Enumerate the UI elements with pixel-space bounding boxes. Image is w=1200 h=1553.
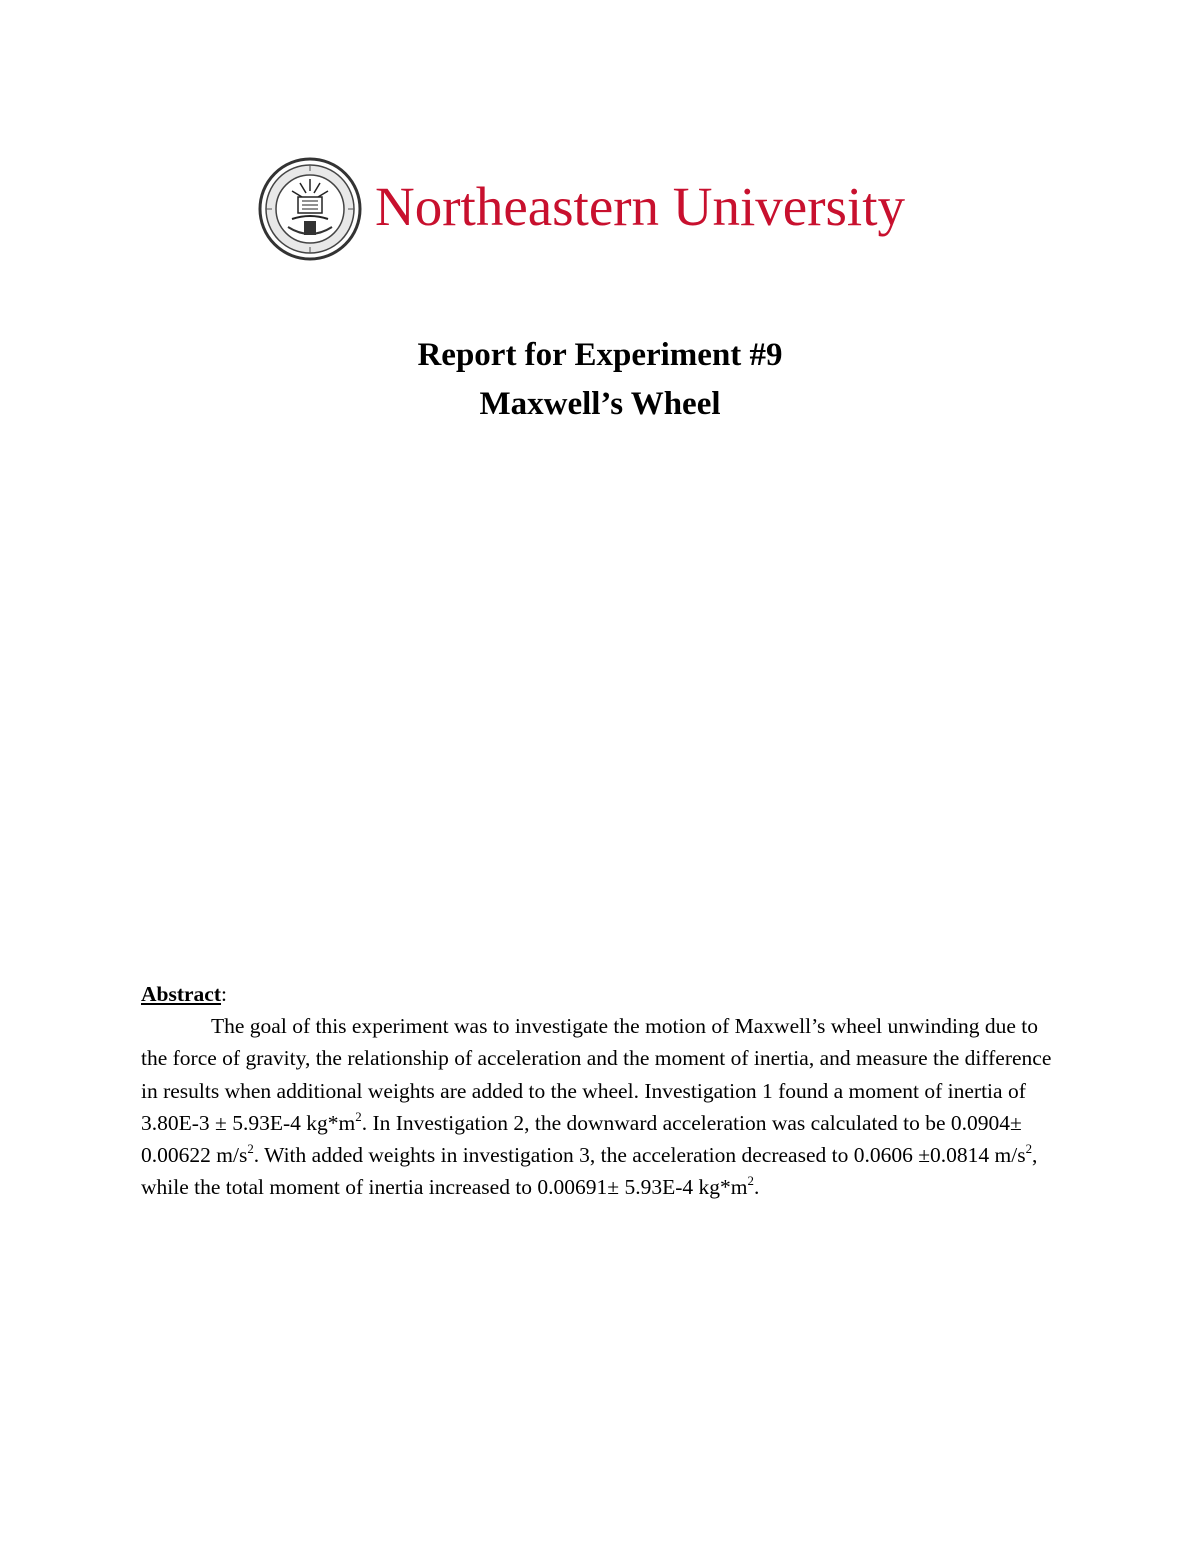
abstract-heading-colon: : xyxy=(221,982,227,1006)
university-logo xyxy=(258,157,958,265)
report-subtitle: Maxwell’s Wheel xyxy=(479,386,721,422)
superscript: 2 xyxy=(1025,1142,1033,1156)
university-seal-icon xyxy=(258,157,362,261)
abstract-sentence-1: The goal of this experiment was to investigate the motion of Maxwell’s wheel unwinding due to the force of gravity, the relationship of acceleration and the moment of inertia, and measure the difference in results when additional weights are added to the wheel. Investigation 1 found a moment of inertia of 3.80E-3 ± 5.93E-4 kg*m xyxy=(141,1014,1052,1135)
abstract-section xyxy=(141,978,1061,1203)
superscript: 2 xyxy=(355,1109,362,1124)
abstract-text xyxy=(141,1010,1061,1203)
report-title: Report for Experiment #9 xyxy=(417,337,783,373)
abstract-sentence-4: , while the total moment of inertia increased to 0.00691± 5.93E-4 kg*m xyxy=(141,1143,1038,1200)
superscript: 2 xyxy=(747,1174,754,1189)
university-name: Northeastern University xyxy=(375,176,905,237)
abstract-sentence-3: . With added weights in investigation 3, the acceleration decreased to 0.0606 ±0.0814 m/s xyxy=(253,1143,1026,1168)
abstract-heading-line xyxy=(141,978,1061,1010)
superscript: 2 xyxy=(247,1142,254,1156)
abstract-heading: Abstract xyxy=(141,982,222,1006)
abstract-sentence-2: . In Investigation 2, the downward acceleration was calculated to be 0.0904± 0.00622 m/s xyxy=(141,1110,1022,1168)
abstract-sentence-end: . xyxy=(753,1175,760,1200)
